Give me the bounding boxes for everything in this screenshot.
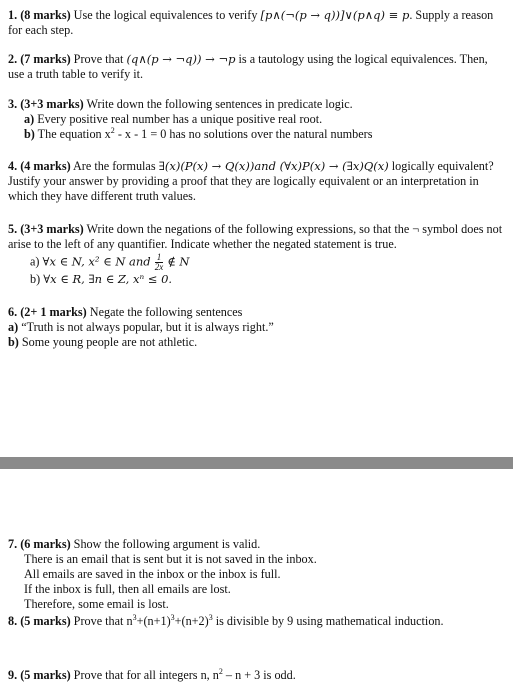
- q7-premise-2: All emails are saved in the inbox or the inbox is full.: [24, 567, 281, 581]
- q4-marks: (4 marks): [20, 159, 71, 173]
- q6-part-b: [8, 335, 506, 350]
- q5-b-label: b): [30, 272, 41, 286]
- q2-tail: is a tautology using the logical equivalences. Then, use a truth table to verify it.: [8, 52, 488, 81]
- q6-stem: [8, 305, 506, 320]
- q5-part-b: [8, 272, 506, 287]
- q8-text-4: is divisible by 9 using mathematical induction.: [212, 614, 444, 628]
- q2-formula: (q∧(p → ¬q)) → ¬p: [126, 52, 236, 66]
- q5-frac-den: 2x: [154, 262, 164, 272]
- q3-part-a: [8, 112, 506, 127]
- q5-marks: (3+3 marks): [20, 222, 84, 236]
- q3-text: Write down the following sentences in predicate logic.: [86, 97, 353, 111]
- q1-marks: (8 marks): [20, 8, 71, 22]
- q3-stem: [8, 97, 506, 112]
- q1-tail: . Supply a reason for each step.: [8, 8, 494, 37]
- q5-a-tail: ∉ N: [167, 254, 190, 269]
- q7-premise-1: There is an email that is sent but it is not saved in the inbox.: [24, 552, 317, 566]
- q6-b-label: b): [8, 335, 19, 349]
- q3-a-label: a): [24, 112, 35, 126]
- q2-number: 2.: [8, 52, 18, 66]
- q6-text: Negate the following sentences: [89, 305, 243, 319]
- q9-text-1: Prove that for all integers n, n: [73, 668, 219, 682]
- q5-a-formula: ∀x ∈ N, x² ∈ N and: [42, 254, 151, 269]
- q9-sup: 2: [218, 666, 223, 676]
- q5-a-label: a): [30, 254, 40, 269]
- q6-a-label: a): [8, 320, 19, 334]
- q8-text-3: +(n+2): [174, 614, 209, 628]
- q1-formula: [p∧(¬(p → q))]∨(p∧q) ≡ p: [260, 8, 410, 22]
- q9-marks: (5 marks): [20, 668, 71, 682]
- q8-sup-3: 3: [208, 612, 213, 622]
- question-1: [8, 8, 506, 38]
- q6-a-text: “Truth is not always popular, but it is always right.”: [21, 320, 274, 334]
- q5-stem: [8, 222, 506, 252]
- q8-marks: (5 marks): [20, 614, 71, 628]
- q3-b-sup: 2: [110, 125, 115, 135]
- q2-marks: (7 marks): [20, 52, 71, 66]
- question-7: [8, 537, 506, 612]
- q7-marks: (6 marks): [20, 537, 71, 551]
- q8-text-1: Prove that n: [73, 614, 133, 628]
- q5-b-formula: ∀x ∈ R, ∃n ∈ Z, xⁿ ≤ 0.: [43, 272, 173, 286]
- question-6: [8, 305, 506, 350]
- q5-part-a: [8, 253, 506, 272]
- q8-text-2: +(n+1): [136, 614, 171, 628]
- question-8: [8, 614, 506, 629]
- question-9: [8, 668, 506, 683]
- q6-marks: (2+ 1 marks): [20, 305, 87, 319]
- q7-number: 7.: [8, 537, 18, 551]
- q6-b-text: Some young people are not athletic.: [21, 335, 198, 349]
- q6-number: 6.: [8, 305, 18, 319]
- q5-text: Write down the negations of the following expressions, so that the ¬ symbol does not arise to the left of any quantifier. Indicate whether the negated statement is true.: [8, 222, 503, 251]
- q8-sup-1: 3: [132, 612, 137, 622]
- q5-number: 5.: [8, 222, 18, 236]
- q3-b-text-2: - x - 1 = 0 has no solutions over the natural numbers: [114, 127, 373, 141]
- q3-part-b: [8, 127, 506, 142]
- q1-text: Use the logical equivalences to verify: [73, 8, 258, 22]
- question-5: [8, 222, 506, 287]
- q3-a-text: Every positive real number has a unique positive real root.: [37, 112, 323, 126]
- q9-number: 9.: [8, 668, 18, 682]
- q8-sup-2: 3: [170, 612, 175, 622]
- q3-b-label: b): [24, 127, 35, 141]
- q9-text-2: – n + 3 is odd.: [222, 668, 296, 682]
- q2-text: Prove that: [73, 52, 124, 66]
- q4-number: 4.: [8, 159, 18, 173]
- q8-number: 8.: [8, 614, 18, 628]
- question-3: [8, 97, 506, 142]
- q7-conclusion: Therefore, some email is lost.: [24, 597, 169, 611]
- q7-premise-3: If the inbox is full, then all emails are lost.: [24, 582, 231, 596]
- q1-number: 1.: [8, 8, 18, 22]
- q4-tail: logically equivalent? Justify your answer by providing a proof that they are logically equivalent or an interpretation in which they have different truth values.: [8, 159, 494, 203]
- q7-text: Show the following argument is valid.: [73, 537, 261, 551]
- q3-b-text-1: The equation x: [37, 127, 111, 141]
- q4-formula: ∃(x)(P(x) → Q(x))and (∀x)P(x) → (∃x)Q(x): [158, 159, 389, 173]
- q7-stem: [8, 537, 506, 552]
- question-2: [8, 52, 506, 82]
- q5-frac-num: 1: [156, 252, 162, 262]
- q3-number: 3.: [8, 97, 18, 111]
- q3-marks: (3+3 marks): [20, 97, 84, 111]
- question-4: [8, 159, 506, 204]
- q5-a-fraction: [155, 253, 164, 272]
- q6-part-a: [8, 320, 506, 335]
- q4-text: Are the formulas: [73, 159, 156, 173]
- page-divider: [0, 457, 513, 469]
